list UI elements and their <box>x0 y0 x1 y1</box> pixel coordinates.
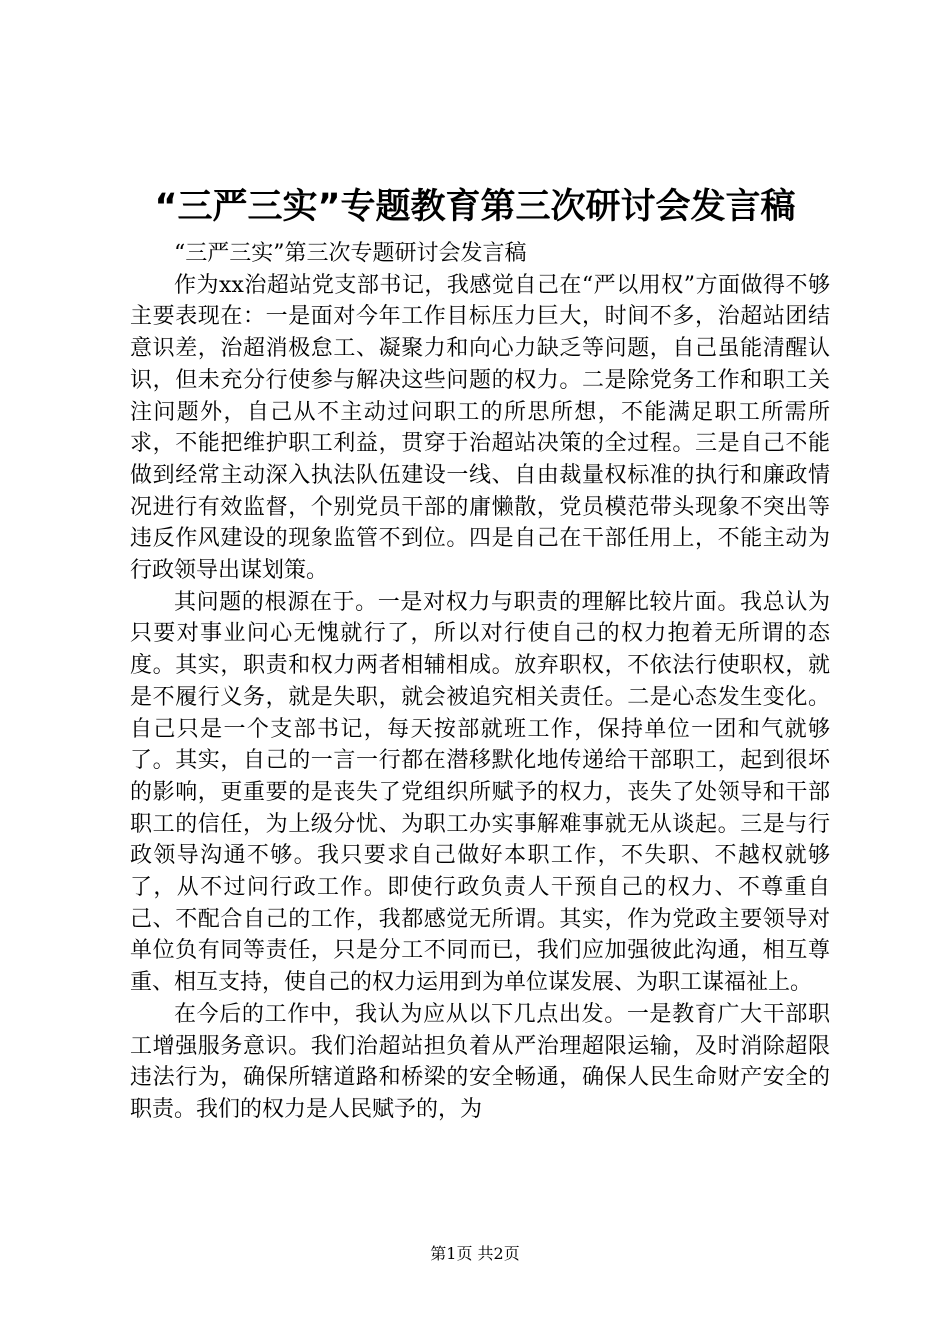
document-title: “三严三实”专题教育第三次研讨会发言稿 <box>154 187 796 227</box>
subtitle-line: “三严三实”第三次专题研讨会发言稿 <box>174 241 527 266</box>
paragraph: 作为xx治超站党支部书记，我感觉自己在“严以用权”方面做得不够主要表现在：一是面对今年工作目标压力巨大，时间不多，治超站团结意识差，治超消极怠工、凝聚力和向心力缺乏等问题，自己虽能清醒认识，但未充分行使参与解决这些问题的权力。二是除党务工作和职工关注问题外，自己从不主动过问职工的所思所想，不能满足职工所需所求，不能把维护职工利益，贯穿于治超站决策的全过程。三是自己不能做到经常主动深入执法队伍建设一线、自由裁量权标准的执行和廉政情况进行有效监督，个别党员干部的庸懒散，党员模范带头现象不突出等违反作风建设的现象监管不到位。四是自己在干部任用上，不能主动为行政领导出谋划策。 <box>130 272 830 584</box>
paragraph: 其问题的根源在于。一是对权力与职责的理解比较片面。我总认为只要对事业问心无愧就行了，所以对行使自己的权力抱着无所谓的态度。其实，职责和权力两者相辅相成。放弃职权，不依法行使职权，就是不履行义务，就是失职，就会被追究相关责任。二是心态发生变化。自己只是一个支部书记，每天按部就班工作，保持单位一团和气就够了。其实，自己的一言一行都在潜移默化地传递给干部职工，起到很坏的影响，更重要的是丧失了党组织所赋予的权力，丧失了处领导和干部职工的信任，为上级分忧、为职工办实事解难事就无从谈起。三是与行政领导沟通不够。我只要求自己做好本职工作，不失职、不越权就够了，从不过问行政工作。即使行政负责人干预自己的权力、不尊重自己、不配合自己的工作，我都感觉无所谓。其实，作为党政主要领导对单位负有同等责任，只是分工不同而已，我们应加强彼此沟通，相互尊重、相互支持，使自己的权力运用到为单位谋发展、为职工谋福祉上。 <box>130 589 830 996</box>
paragraph: 在今后的工作中，我认为应从以下几点出发。一是教育广大干部职工增强服务意识。我们治超站担负着从严治理超限运输，及时消除超限违法行为，确保所辖道路和桥梁的安全畅通，确保人民生命财产安全的职责。我们的权力是人民赋予的，为 <box>130 1001 830 1122</box>
document-body <box>130 238 830 1126</box>
page-number-footer: 第1页 共2页 <box>430 1244 520 1263</box>
